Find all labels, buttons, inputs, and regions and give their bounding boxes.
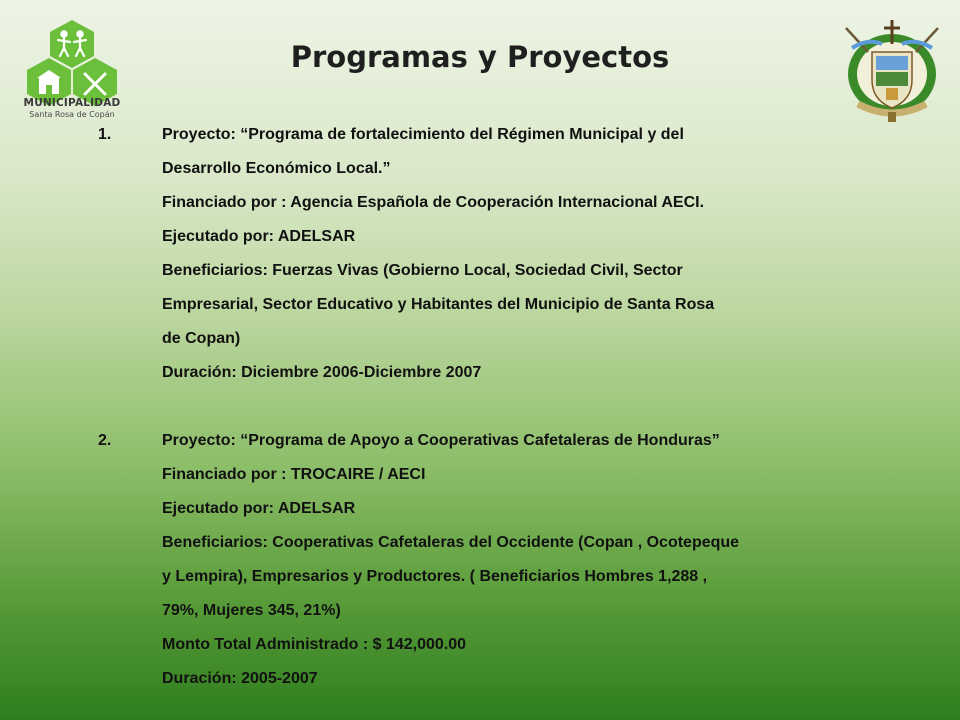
project-line: de Copan) <box>162 330 241 347</box>
project-line: Financiado por : Agencia Española de Cooperación Internacional AECI. <box>162 194 705 211</box>
project-number: 2. <box>98 432 112 449</box>
spacer <box>0 390 960 424</box>
project-item-1 <box>0 118 960 390</box>
project-number: 1. <box>98 126 112 143</box>
project-line: Duración: Diciembre 2006-Diciembre 2007 <box>162 364 482 381</box>
project-line: Beneficiarios: Cooperativas Cafetaleras del Occidente (Copan , Ocotepeque <box>162 534 740 551</box>
project-item-2 <box>0 424 960 696</box>
coat-of-arms-seal-icon <box>838 18 946 122</box>
project-line: 79%, Mujeres 345, 21%) <box>162 602 341 619</box>
logo-name: MUNICIPALIDAD <box>23 97 121 109</box>
project-line: Proyecto: “Programa de Apoyo a Cooperativas Cafetaleras de Honduras” <box>162 432 720 449</box>
project-line: Financiado por : TROCAIRE / AECI <box>162 466 426 483</box>
project-list <box>0 118 960 696</box>
project-line: y Lempira), Empresarios y Productores. ( Beneficiarios Hombres 1,288 , <box>162 568 708 585</box>
project-line: Proyecto: “Programa de fortalecimiento del Régimen Municipal y del <box>162 126 684 143</box>
project-line: Ejecutado por: ADELSAR <box>162 228 356 245</box>
project-line: Ejecutado por: ADELSAR <box>162 500 356 517</box>
project-line: Empresarial, Sector Educativo y Habitantes del Municipio de Santa Rosa <box>162 296 715 313</box>
project-line: Desarrollo Económico Local.” <box>162 160 391 177</box>
project-line: Beneficiarios: Fuerzas Vivas (Gobierno Local, Sociedad Civil, Sector <box>162 262 683 279</box>
logo-subtitle: Santa Rosa de Copán <box>29 110 115 119</box>
page-title: Programas y Proyectos <box>290 40 670 74</box>
project-line: Duración: 2005-2007 <box>162 670 318 687</box>
project-line: Monto Total Administrado : $ 142,000.00 <box>162 636 467 653</box>
